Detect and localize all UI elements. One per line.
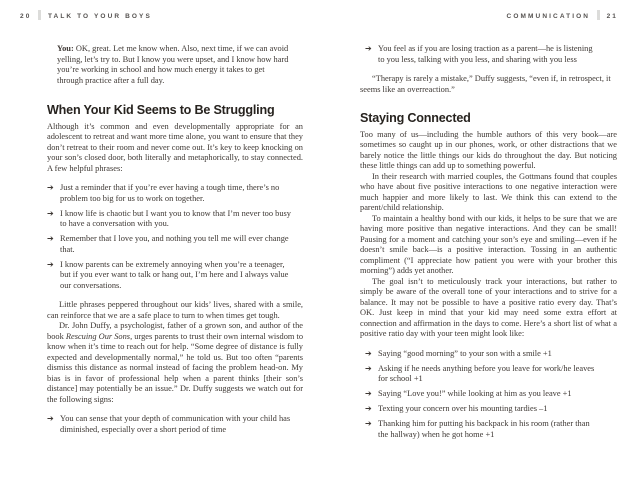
duffy-paragraph-pre: Dr. John Duffy, a psychologist, father of a grown son, and author of the book (47, 321, 303, 341)
list-item (47, 414, 292, 435)
header-divider-icon (597, 10, 600, 20)
list-item-text: You can sense that your depth of communication with your child has diminished, especially over a short period of time (60, 414, 291, 434)
arrow-bullet-icon: ➔ (47, 259, 54, 269)
section-heading-staying-connected: Staying Connected (360, 111, 471, 125)
list-item (47, 260, 292, 292)
dialogue-text: OK, great. Let me know when. Also, next time, if we can avoid yelling, let’s try to. But I know you were upset, and I know how hard you’re working in school and how much energy it takes to get through practice after a full day. (57, 44, 289, 85)
list-item-text: Texting your concern over his mounting tardies –1 (378, 404, 548, 413)
list-item (365, 44, 596, 65)
helpful-phrases-list (47, 183, 303, 291)
arrow-bullet-icon: ➔ (365, 44, 372, 53)
running-head-left (20, 10, 152, 20)
gottman-research-paragraph: In their research with married couples, the Gottmans found that couples who have about five positive interactions to one negative interaction were much happier and more likely to last. We think this can extend to the parent/child relationship. (360, 171, 617, 212)
little-phrases-paragraph: Little phrases peppered throughout our kids’ lives, shared with a smile, can reinforce that we are a safe place to turn to when times get tough. (47, 300, 303, 320)
staying-connected-intro-paragraph: Too many of us—including the humble authors of this very book—are sometimes so caught up in our phones, work, or other distractions that we barely notice the little things our kids do throughout the day. But noticing these little things can add up to something powerful. (360, 129, 617, 170)
list-item-text: Asking if he needs anything before you leave for work/he leaves for school +1 (378, 363, 595, 383)
page-number-left: 20 (20, 13, 32, 20)
arrow-bullet-icon: ➔ (47, 234, 54, 243)
dialogue-paragraph (57, 44, 292, 86)
duffy-paragraph-post: , urges parents to trust their own internal wisdom to know when it’s time to reach out for help. “Some degree of distance is fully expected and developmentally normal,” he told us. But too often “parents dismiss this distance as normal instead of facing the problem head-on. My bias is in favor of professional help when a parent thinks [their son’s distance] may potentially be an issue.” Dr. Duffy suggests we watch out for the following signs: (47, 331, 304, 404)
list-item (365, 419, 596, 440)
arrow-bullet-icon: ➔ (365, 348, 372, 358)
arrow-bullet-icon: ➔ (47, 414, 54, 423)
list-item-text: Thanking him for putting his backpack in his room (rather than the hallway) when he got home +1 (378, 419, 590, 439)
list-item (47, 183, 292, 204)
section-heading-struggling: When Your Kid Seems to Be Struggling (47, 103, 275, 117)
right-page-column (360, 44, 617, 449)
dialogue-speaker: You: (57, 44, 74, 53)
header-divider-icon (38, 10, 41, 20)
arrow-bullet-icon: ➔ (365, 389, 372, 398)
healthy-bond-paragraph: To maintain a healthy bond with our kids, it helps to be sure that we are having more positive than negative interactions. And they can be small! Pausing for a moment and catching your son’s eye and smiling—even if he doesn’t smile back—is a positive interaction. Tossing in an authentic compliment (“I appreciate how patient you were with your brother this morning”) adds yet another. (360, 213, 617, 275)
list-item-text: Just a reminder that if you’re ever having a tough time, there’s no problem too big for us to work on together. (60, 183, 280, 203)
arrow-bullet-icon: ➔ (365, 363, 372, 373)
list-item-text: I know life is chaotic but I want you to know that I’m never too busy to have a conversation with you. (60, 208, 291, 228)
list-item (365, 349, 596, 360)
list-item (365, 404, 596, 415)
running-head-left-title: TALK TO YOUR BOYS (47, 13, 152, 20)
list-item-text: Saying “good morning” to your son with a smile +1 (378, 348, 552, 358)
goal-paragraph: The goal isn’t to meticulously track your interactions, but rather to simply be aware of the overall tone of your interactions and to strive for a balance. It may not be possible to have a positive ratio every day. That’s OK. Just keep in mind that your kid may need some extra effort at connection and affirmation in the days to come. Here’s a short list of what a positive ratio day with your teen might look like: (360, 276, 617, 338)
running-head-right (507, 10, 618, 20)
arrow-bullet-icon: ➔ (365, 419, 372, 428)
list-item-text: Remember that I love you, and nothing you tell me will ever change that. (60, 234, 289, 254)
struggling-intro-paragraph: Although it’s common and even developmentally appropriate for an adolescent to retreat and want more time alone, you want to ensure that they don’t retreat to their room and never come out. It’s key to keep knocking on your son’s closed door, both literally and metaphorically, to stay connected. A few helpful phrases: (47, 121, 303, 173)
left-page-column (47, 44, 303, 444)
list-item (365, 389, 596, 400)
list-item (47, 209, 292, 230)
list-item-text: Saying “Love you!” while looking at him as you leave +1 (378, 389, 572, 398)
arrow-bullet-icon: ➔ (47, 183, 54, 192)
arrow-bullet-icon: ➔ (47, 208, 54, 218)
warning-signs-list-continued (365, 44, 617, 65)
warning-signs-list (47, 414, 303, 435)
therapy-quote-paragraph: “Therapy is rarely a mistake,” Duffy suggests, “even if, in retrospect, it seems like an overreaction.” (360, 74, 611, 94)
running-head-right-title: COMMUNICATION (506, 13, 591, 20)
book-title: Rescuing Our Sons (65, 331, 131, 341)
positive-ratio-list (365, 349, 617, 441)
duffy-paragraph (47, 321, 303, 405)
list-item (365, 364, 596, 385)
list-item (47, 234, 292, 255)
list-item-text: I know parents can be extremely annoying when you’re a teenager, but if you ever want to talk or hang out, I’m here and I always value our conversations. (60, 259, 289, 290)
list-item-text: You feel as if you are losing traction as a parent—he is listening to you less, talking with you less, and sharing with you less (378, 44, 593, 64)
page-number-right: 21 (606, 13, 618, 20)
arrow-bullet-icon: ➔ (365, 404, 372, 413)
